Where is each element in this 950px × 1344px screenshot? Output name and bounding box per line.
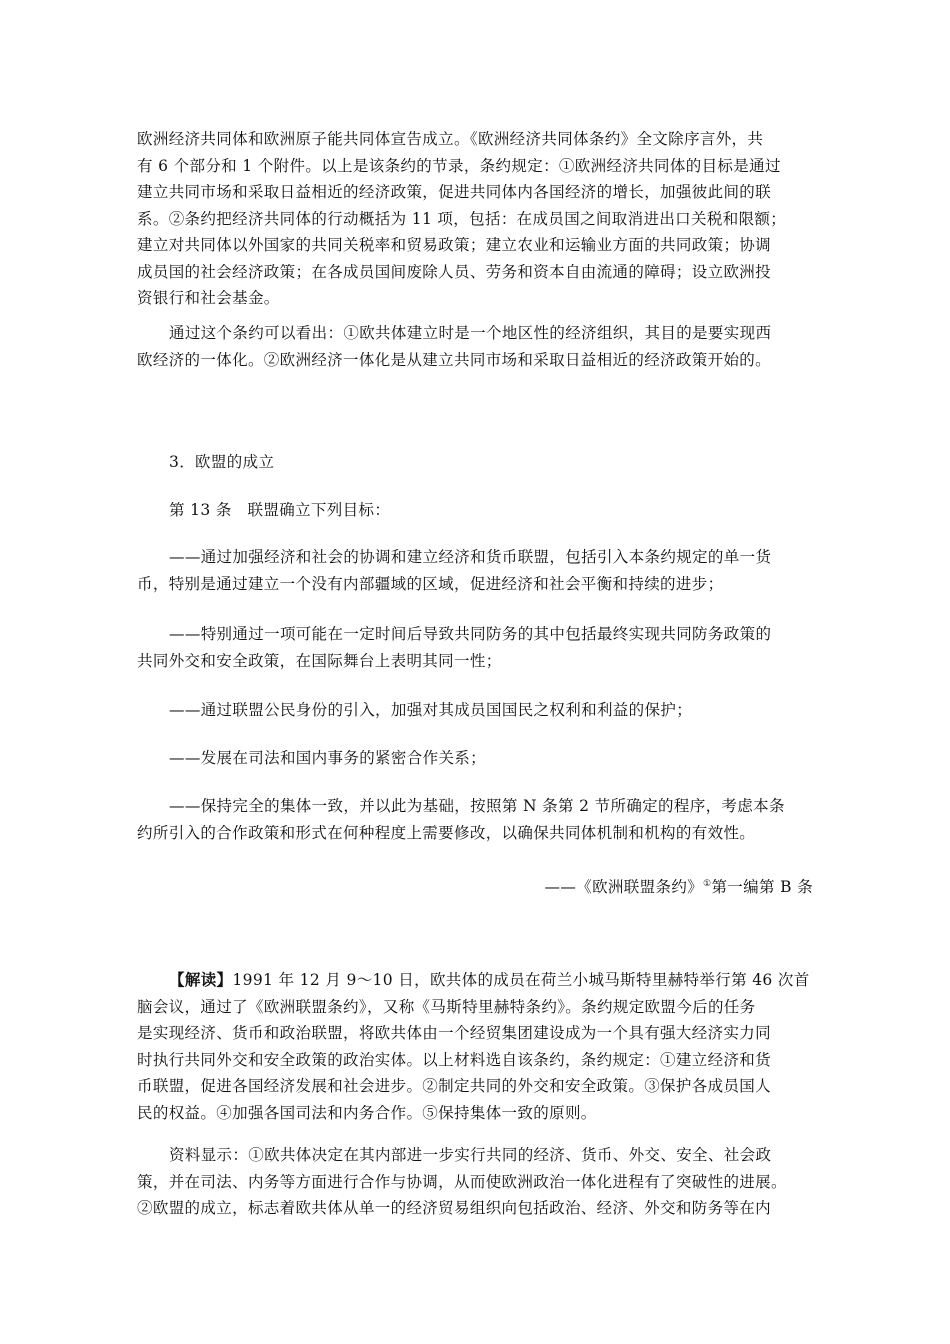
text-line: 民的权益。④加强各国司法和内务合作。⑤保持集体一致的原则。 (137, 1103, 597, 1122)
text-line (137, 967, 813, 994)
text-line: 通过这个条约可以看出：①欧共体建立时是一个地区性的经济组织，其目的是要实现西 (169, 324, 772, 342)
goal-item-4 (137, 745, 813, 772)
text-line: 有 6 个部分和 1 个附件。以上是该条约的节录，条约规定：①欧洲经济共同体的目标是通过 (137, 156, 781, 175)
goal-item-5 (137, 793, 813, 846)
text-line: ——保持完全的集体一致，并以此为基础，按照第 N 条第 2 节所确定的程序，考虑本条 (169, 797, 785, 815)
text-line: 系。②条约把经济共同体的行动概括为 11 项，包括：在成员国之间取消进出口关税和限额； (137, 209, 787, 228)
text-line: 资料显示：①欧共体决定在其内部进一步实行共同的经济、货币、外交、安全、社会政 (169, 1146, 772, 1164)
text-line: ——通过联盟公民身份的引入，加强对其成员国国民之权利和利益的保护； (169, 701, 693, 719)
goal-item-2 (137, 621, 813, 674)
text-line: ——通过加强经济和社会的协调和建立经济和货币联盟，包括引入本条约规定的单一货 (169, 548, 772, 566)
source-citation (137, 871, 813, 901)
text-line: 币，特别是通过建立一个没有内部疆域的区域，促进经济和社会平衡和持续的进步； (137, 574, 724, 593)
section-heading-text: 3．欧盟的成立 (169, 453, 275, 471)
article-heading (137, 497, 813, 524)
text-line: 建立共同市场和采取日益相近的经济政策，促进共同体内各国经济的增长，加强彼此间的联 (137, 183, 772, 201)
text-line: ——发展在司法和国内事务的紧密合作关系； (169, 749, 487, 767)
text-line: 欧经济的一体化。②欧洲经济一体化是从建立共同市场和采取日益相近的经济政策开始的。 (137, 350, 772, 369)
text-line: ——特别通过一项可能在一定时间后导致共同防务的其中包括最终实现共同防务政策的 (169, 625, 772, 643)
source-prefix: ——《欧洲联盟条约》 (544, 878, 704, 897)
paragraph-eec-treaty (137, 126, 813, 312)
text-line: 币联盟，促进各国经济发展和社会进步。②制定共同的外交和安全政策。③保护各成员国人 (137, 1077, 772, 1095)
text-line: 时执行共同外交和安全政策的政治实体。以上材料选自该条约，条约规定：①建立经济和货 (137, 1050, 772, 1069)
text-line: 是实现经济、货币和政治联盟，将欧共体由一个经贸集团建设成为一个具有强大经济实力同 (137, 1024, 772, 1042)
paragraph-data-display (137, 1142, 813, 1222)
text-line: 共同外交和安全政策，在国际舞台上表明其同一性； (137, 651, 502, 670)
goal-item-3 (137, 697, 813, 724)
text-line: 建立对共同体以外国家的共同关税率和贸易政策；建立农业和运输业方面的共同政策；协调 (137, 236, 772, 254)
section-heading (137, 449, 813, 476)
text-line: 策，并在司法、内务等方面进行合作与协调，从而使欧洲政治一体化进程有了突破性的进展。 (137, 1172, 787, 1191)
paragraph-interpretation (137, 967, 813, 1126)
text-line: 脑会议，通过了《欧洲联盟条约》，又称《马斯特里赫特条约》。条约规定欧盟今后的任务 (137, 997, 756, 1016)
text-line: ②欧盟的成立，标志着欧共体从单一的经济贸易组织向包括政治、经济、外交和防务等在内 (137, 1199, 772, 1217)
source-suffix: 第一编第 B 条 (711, 878, 813, 897)
article-heading-text: 第 13 条 联盟确立下列目标： (169, 501, 391, 519)
goal-item-1 (137, 544, 813, 597)
footnote-mark: ① (703, 879, 712, 889)
paragraph-treaty-analysis (137, 320, 813, 373)
text-line: 成员国的社会经济政策；在各成员国间废除人员、劳务和资本自由流通的障碍；设立欧洲投 (137, 262, 772, 281)
text-line: 约所引入的合作政策和形式在何种程度上需要修改，以确保共同体机制和机构的有效性。 (137, 823, 756, 842)
interpretation-first-line: 1991 年 12 月 9～10 日，欧共体的成员在荷兰小城马斯特里赫特举行第 46 次首 (232, 971, 810, 989)
text-line: 欧洲经济共同体和欧洲原子能共同体宣告成立。《欧洲经济共同体条约》全文除序言外，共 (137, 130, 764, 148)
interpretation-label: 【解读】 (169, 970, 233, 989)
text-line: 资银行和社会基金。 (137, 289, 280, 307)
